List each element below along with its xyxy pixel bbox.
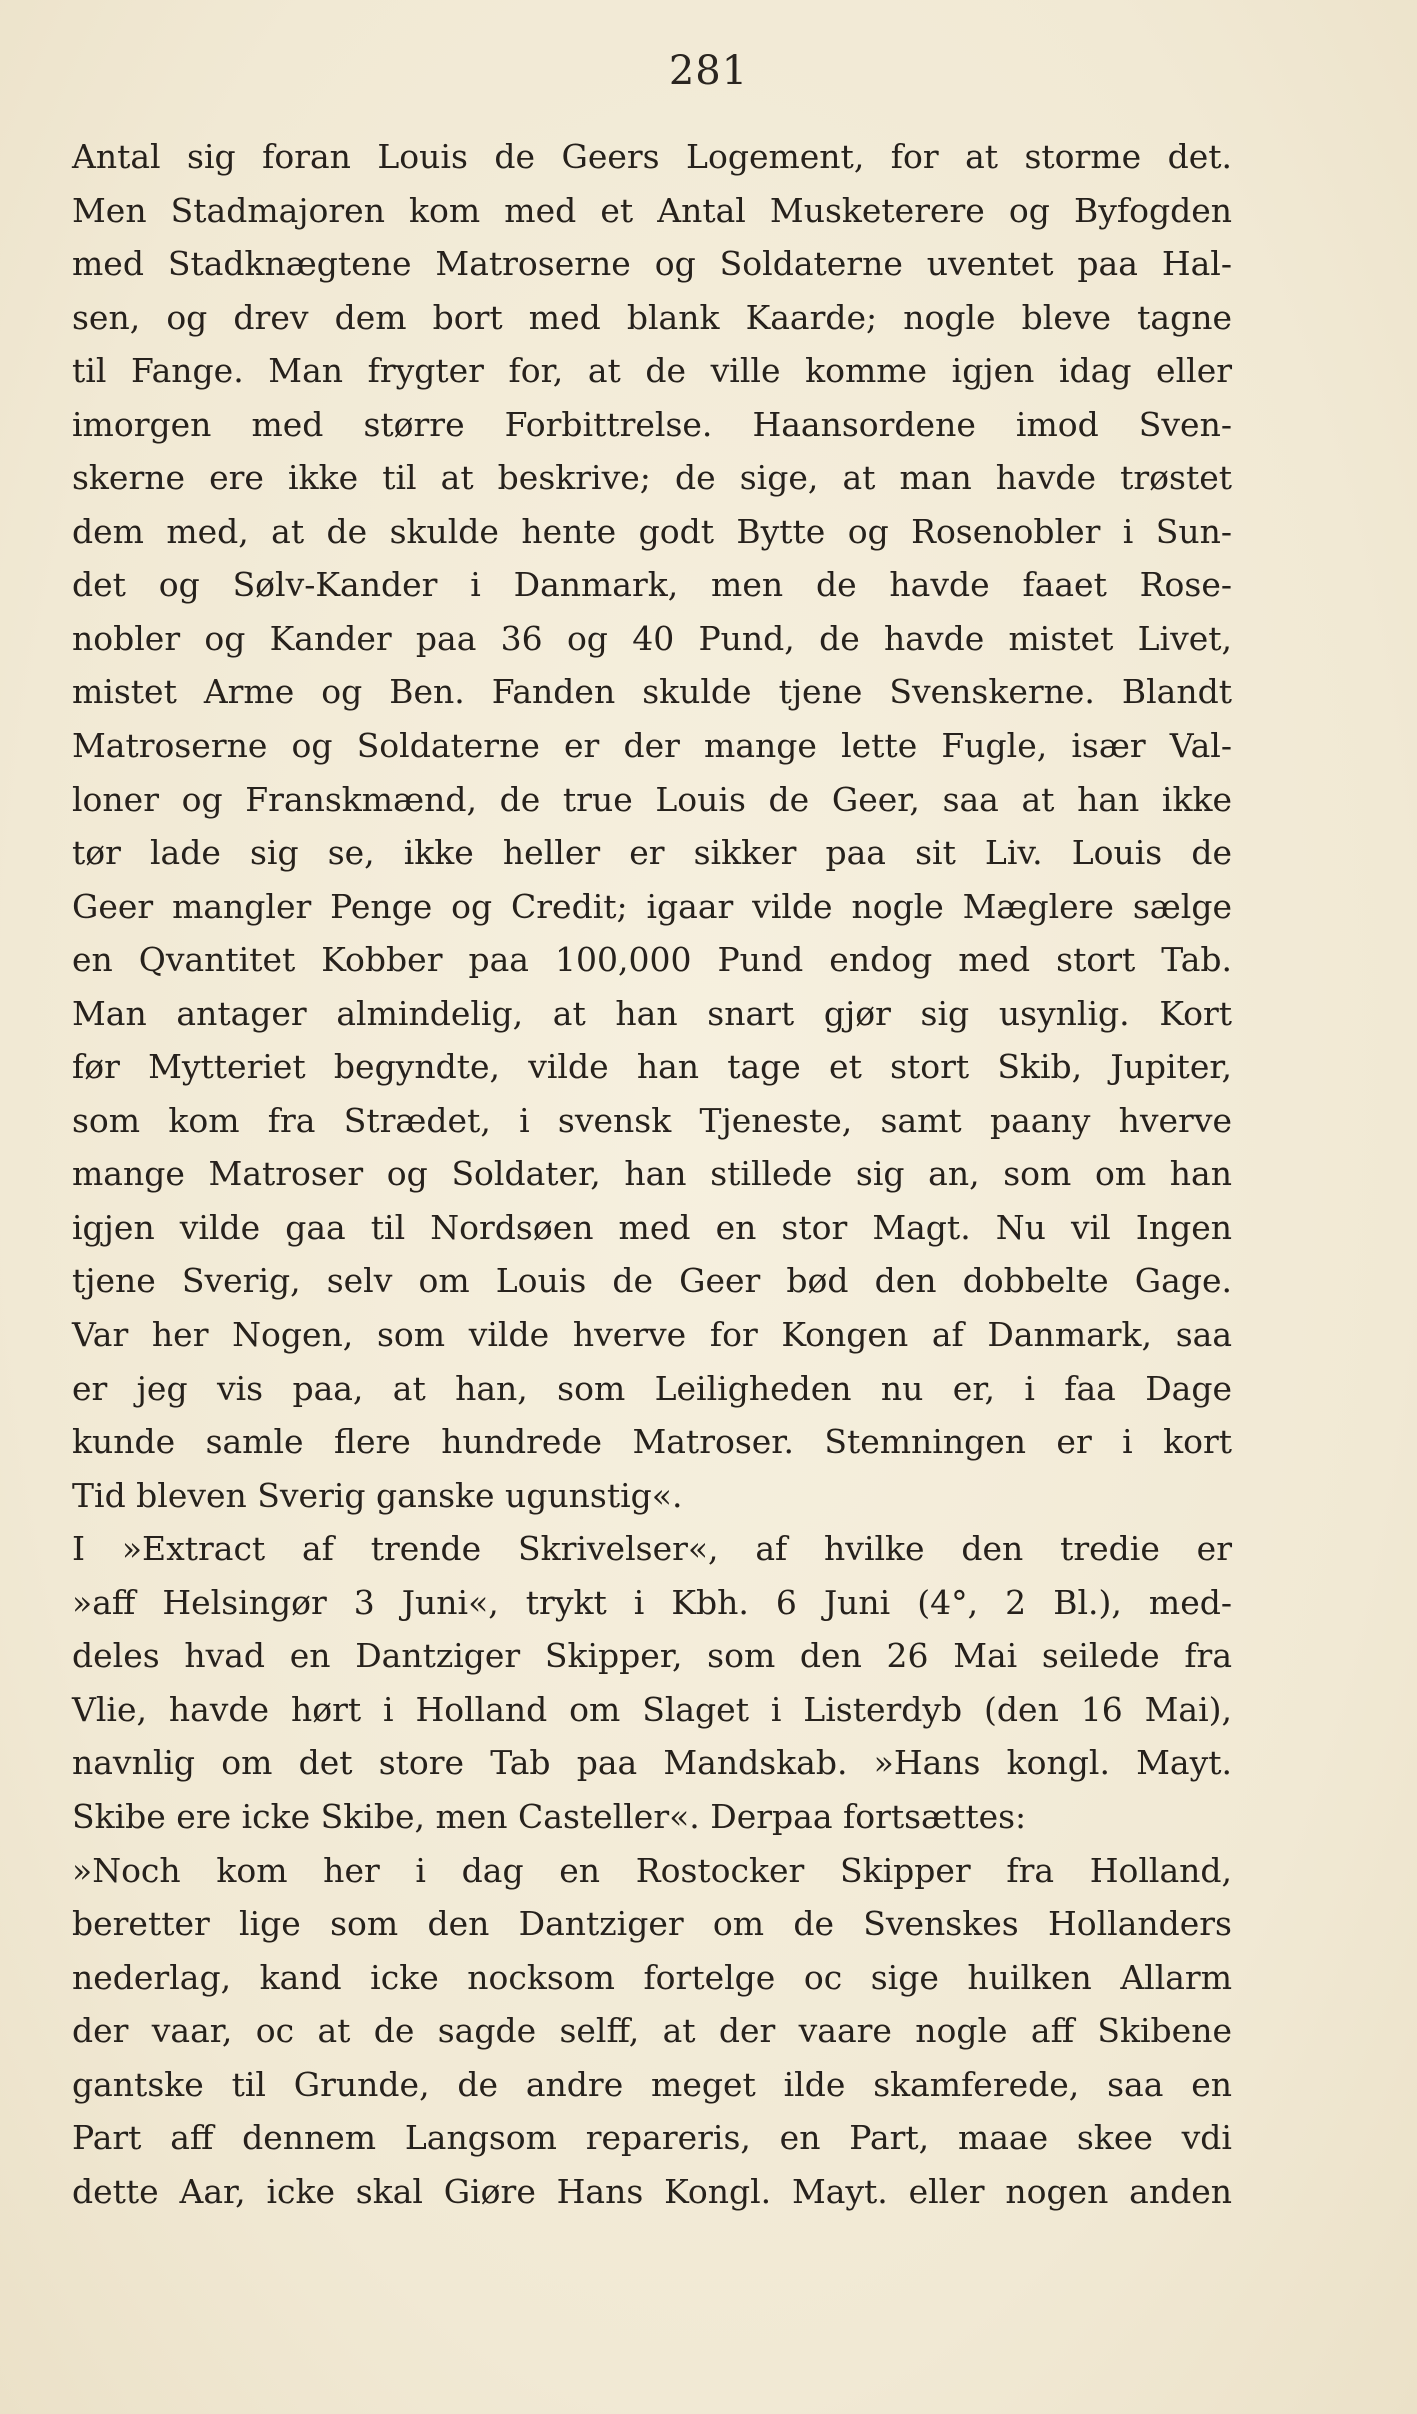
text-line: som kom fra Strædet, i svensk Tjeneste, samt paany hverve xyxy=(72,1100,1232,1140)
text-line: deles hvad en Dantziger Skipper, som den 26 Mai seilede fra xyxy=(72,1636,1232,1676)
text-line: Geer mangler Penge og Credit; igaar vilde nogle Mæglere sælge xyxy=(72,886,1232,926)
text-line: dem med, at de skulde hente godt Bytte og Rosenobler i Sun- xyxy=(72,511,1232,551)
text-line: »Noch kom her i dag en Rostocker Skipper fra Holland, xyxy=(72,1850,1232,1890)
text-line: før Mytteriet begyndte, vilde han tage et stort Skib, Jupiter, xyxy=(72,1047,1232,1087)
text-line: Vlie, havde hørt i Holland om Slaget i Listerdyb (den 16 Mai), xyxy=(72,1689,1232,1729)
text-line: sen, og drev dem bort med blank Kaarde; nogle bleve tagne xyxy=(72,297,1232,337)
text-line: Skibe ere icke Skibe, men Casteller«. Derpaa fortsættes: xyxy=(72,1796,1027,1836)
text-line: Man antager almindelig, at han snart gjør sig usynlig. Kort xyxy=(72,993,1232,1033)
text-line: mistet Arme og Ben. Fanden skulde tjene Svenskerne. Blandt xyxy=(72,672,1232,712)
text-line: med Stadknægtene Matroserne og Soldaterne uventet paa Hal- xyxy=(72,244,1232,284)
text-line: beretter lige som den Dantziger om de Svenskes Hollanders xyxy=(72,1904,1232,1944)
text-line: dette Aar, icke skal Giøre Hans Kongl. Mayt. eller nogen anden xyxy=(72,2171,1232,2211)
body-text xyxy=(72,130,1232,2218)
text-line: til Fange. Man frygter for, at de ville komme igjen idag eller xyxy=(72,351,1232,391)
text-line: der vaar, oc at de sagde selff, at der vaare nogle aff Skibene xyxy=(72,2011,1232,2051)
text-line: Matroserne og Soldaterne er der mange lette Fugle, især Val- xyxy=(72,726,1232,766)
text-line: Antal sig foran Louis de Geers Logement, for at storme det. xyxy=(72,137,1232,176)
text-line: Tid bleven Sverig ganske ugunstig«. xyxy=(72,1475,683,1515)
text-line: nobler og Kander paa 36 og 40 Pund, de havde mistet Livet, xyxy=(72,618,1232,658)
text-line: nederlag, kand icke nocksom fortelge oc sige huilken Allarm xyxy=(72,1957,1232,1997)
text-line: Part aff dennem Langsom repareris, en Part, maae skee vdi xyxy=(72,2118,1232,2158)
page-number: 281 xyxy=(668,48,749,94)
text-line: Men Stadmajoren kom med et Antal Musketerere og Byfogden xyxy=(72,190,1232,230)
text-line: tør lade sig se, ikke heller er sikker paa sit Liv. Louis de xyxy=(72,833,1232,873)
text-line: I »Extract af trende Skrivelser«, af hvilke den tredie er xyxy=(72,1529,1232,1569)
text-line: navnlig om det store Tab paa Mandskab. »Hans kongl. Mayt. xyxy=(72,1743,1232,1783)
text-line: tjene Sverig, selv om Louis de Geer bød den dobbelte Gage. xyxy=(72,1261,1232,1301)
text-line: mange Matroser og Soldater, han stillede sig an, som om han xyxy=(72,1154,1232,1194)
text-line: imorgen med større Forbittrelse. Haansordene imod Sven- xyxy=(72,404,1232,444)
text-line: Var her Nogen, som vilde hverve for Kongen af Danmark, saa xyxy=(72,1315,1232,1355)
text-line: kunde samle flere hundrede Matroser. Stemningen er i kort xyxy=(72,1422,1232,1462)
text-line: er jeg vis paa, at han, som Leiligheden nu er, i faa Dage xyxy=(72,1368,1232,1408)
text-line: igjen vilde gaa til Nordsøen med en stor Magt. Nu vil Ingen xyxy=(72,1207,1232,1247)
text-line: skerne ere ikke til at beskrive; de sige, at man havde trøstet xyxy=(72,458,1232,498)
text-line: gantske til Grunde, de andre meget ilde skamferede, saa en xyxy=(72,2064,1232,2104)
text-line: »aff Helsingør 3 Juni«, trykt i Kbh. 6 Juni (4°, 2 Bl.), med- xyxy=(72,1582,1232,1622)
text-line: en Qvantitet Kobber paa 100,000 Pund endog med stort Tab. xyxy=(72,940,1232,980)
text-line: det og Sølv-Kander i Danmark, men de havde faaet Rose- xyxy=(72,565,1232,605)
text-line: loner og Franskmænd, de true Louis de Geer, saa at han ikke xyxy=(72,779,1232,819)
